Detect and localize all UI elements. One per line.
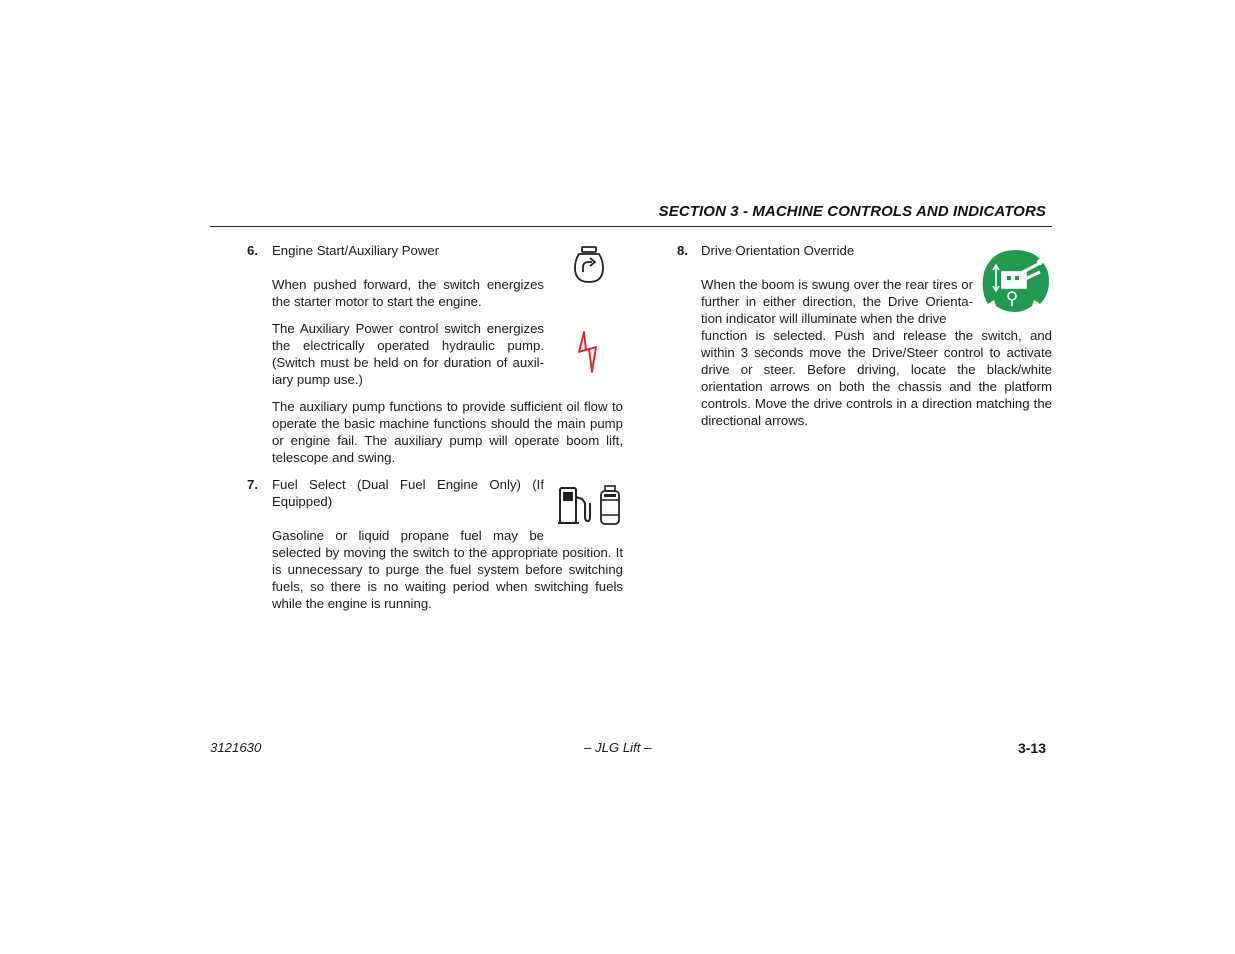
footer-center-text: – JLG Lift – xyxy=(584,740,652,755)
drive-orientation-icon xyxy=(982,248,1052,314)
document-number: 3121630 xyxy=(210,740,262,755)
item-6-number: 6. xyxy=(247,243,258,258)
item-6-paragraph-2: The Auxiliary Power control switch energizes the electrically operated hydraulic pump. (Switch must be held on for duration of auxil-iary pump use.) xyxy=(272,321,544,387)
item-8-paragraph-wrapped: When the boom is swung over the rear tires or further in either direction, the Drive Orienta-tion indicator will illuminate when the drive xyxy=(701,277,973,326)
item-7-paragraph: selected by moving the switch to the appropriate position. It is unnecessary to purge the fuel system before switching fuels, so there is no waiting period when switching fuels while the engine is running. xyxy=(272,545,623,611)
item-7-number: 7. xyxy=(247,477,258,492)
item-8-paragraph: function is selected. Push and release the switch, and within 3 seconds move the Drive/Steer control to activate drive or steer. Before driving, locate the black/white orientation arrows on both the chassis and the platform controls. Move the drive controls in a direction matching the directional arrows. xyxy=(701,328,1052,428)
section-title: SECTION 3 - MACHINE CONTROLS AND INDICATORS xyxy=(658,203,1046,220)
item-6-title: Engine Start/Auxiliary Power xyxy=(272,243,440,258)
item-6-paragraph-3: The auxiliary pump functions to provide sufficient oil flow to operate the basic machine functions should the main pump or engine fail. The auxiliary pump will operate boom lift, telescope and swing. xyxy=(272,399,623,465)
engine-start-icon xyxy=(572,246,606,284)
item-6-paragraph-1: When pushed forward, the switch energizes the starter motor to start the engine. xyxy=(272,277,544,309)
header-divider xyxy=(210,226,1052,227)
item-7-title: Fuel Select (Dual Fuel Engine Only) (If Equipped) xyxy=(272,477,544,509)
propane-tank-icon xyxy=(599,485,621,527)
item-7-paragraph-lead: Gasoline or liquid propane fuel may be xyxy=(272,528,544,543)
gasoline-pump-icon xyxy=(557,485,593,527)
auxiliary-power-lightning-icon xyxy=(576,330,600,374)
item-8-number: 8. xyxy=(677,243,688,258)
page-number: 3-13 xyxy=(1017,740,1046,756)
item-8-title: Drive Orientation Override xyxy=(701,243,855,258)
